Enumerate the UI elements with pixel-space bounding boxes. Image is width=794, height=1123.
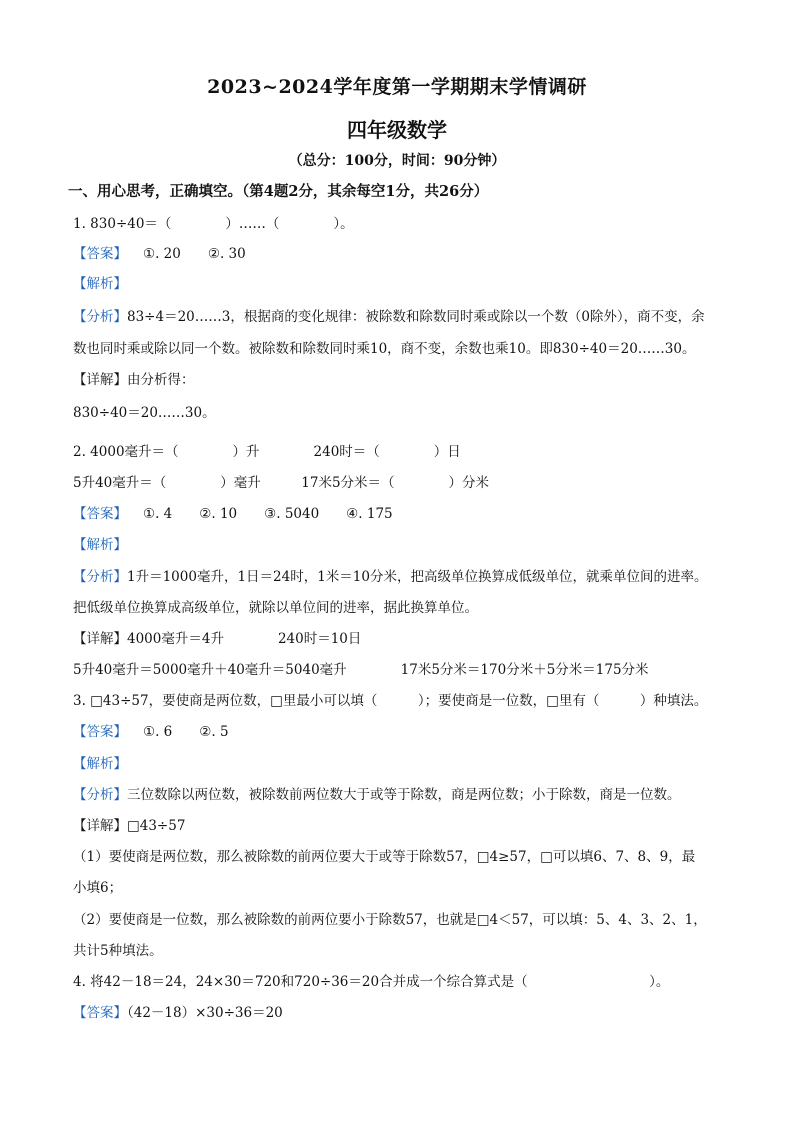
q3-analysis-tag: 【解析】	[73, 756, 127, 772]
q1-answer: ①. 20 ②. 30	[143, 246, 246, 262]
q1-detail-1: 由分析得：	[127, 372, 195, 388]
q2-analysis-tag: 【解析】	[73, 537, 127, 553]
q2-fenxi-2: 把低级单位换算成高级单位，就除以单位间的进率，据此换算单位。	[73, 600, 478, 616]
q1-question: 1. 830÷40＝（ ）……（ ）。	[73, 216, 354, 232]
q3-answer: ①. 6 ②. 5	[143, 724, 229, 740]
q1-fenxi-2: 数也同时乘或除以同一个数。被除数和除数同时乘10，商不变，余数也乘10。即830÷40＝20……30。	[73, 341, 696, 357]
q3-detail-4: （2）要使商是一位数，那么被除数的前两位要小于除数57，也就是□4＜57，可以填：5、4、3、2、1，	[73, 912, 707, 928]
q3-detail-line-1	[73, 816, 754, 836]
q3-answer-line	[73, 722, 754, 742]
exam-subtitle: 四年级数学	[347, 118, 447, 142]
answer-tag: 【答案】	[73, 724, 127, 740]
q2-detail-2: 5升40毫升＝5000毫升＋40毫升＝5040毫升 17米5分米＝170分米＋5分米＝175分米	[73, 662, 649, 678]
q3-detail-1: □43÷57	[127, 818, 186, 834]
q2-question-1: 2. 4000毫升＝（ ）升 240时＝（ ）日	[73, 444, 461, 460]
detail-tag: 【详解】	[73, 372, 127, 388]
fenxi-tag: 【分析】	[73, 787, 127, 803]
q3-question: 3. □43÷57，要使商是两位数，□里最小可以填（ ）；要使商是一位数，□里有（ ）种填法。	[73, 693, 708, 709]
answer-tag: 【答案】	[73, 506, 127, 522]
detail-tag: 【详解】	[73, 631, 127, 647]
q1-detail-2: 830÷40＝20……30。	[73, 405, 216, 421]
q1-fenxi-1: 83÷4＝20……3，根据商的变化规律：被除数和除数同时乘或除以一个数（0除外），商不变，余	[127, 309, 705, 325]
q2-answer: ①. 4 ②. 10 ③. 5040 ④. 175	[143, 506, 393, 522]
q2-detail-1: 4000毫升＝4升 240时＝10日	[127, 631, 362, 647]
detail-tag: 【详解】	[73, 818, 127, 834]
q2-detail-line-1	[73, 629, 754, 649]
q3-detail-3: 小填6；	[73, 880, 123, 896]
q4-answer-line	[73, 1003, 754, 1023]
q3-detail-5: 共计5种填法。	[73, 943, 163, 959]
q4-question: 4. 将42－18＝24，24×30＝720和720÷36＝20合并成一个综合算式是（ ）。	[73, 974, 670, 990]
q3-fenxi-1: 三位数除以两位数，被除数前两位数大于或等于除数，商是两位数；小于除数，商是一位数。	[127, 787, 681, 803]
exam-info: （总分：100分，时间：90分钟）	[288, 153, 506, 169]
section-heading: 一、用心思考，正确填空。（第4题2分，其余每空1分，共26分）	[68, 183, 489, 200]
fenxi-tag: 【分析】	[73, 569, 127, 585]
q2-fenxi-1: 1升＝1000毫升，1日＝24时，1米＝10分米，把高级单位换算成低级单位，就乘单位间的进率。	[127, 569, 708, 585]
fenxi-tag: 【分析】	[73, 309, 127, 325]
q3-fenxi-line-1	[73, 785, 754, 805]
q2-answer-line	[73, 504, 754, 524]
q1-answer-line	[73, 244, 754, 264]
q2-question-2: 5升40毫升＝（ ）毫升 17米5分米＝（ ）分米	[73, 475, 490, 491]
answer-tag: 【答案】	[73, 246, 127, 262]
q4-answer: （42－18）×30÷36＝20	[127, 1005, 283, 1021]
q1-detail-line-1	[73, 370, 754, 390]
answer-tag: 【答案】	[73, 1005, 127, 1021]
q1-fenxi-line-1	[73, 307, 754, 327]
q3-detail-2: （1）要使商是两位数，那么被除数的前两位要大于或等于除数57，□4≥57，□可以填6、7、8、9，最	[73, 849, 696, 865]
exam-title: 2023~2024学年度第一学期期末学情调研	[207, 76, 587, 98]
q1-analysis-tag: 【解析】	[73, 276, 127, 292]
q2-fenxi-line-1	[73, 567, 754, 587]
